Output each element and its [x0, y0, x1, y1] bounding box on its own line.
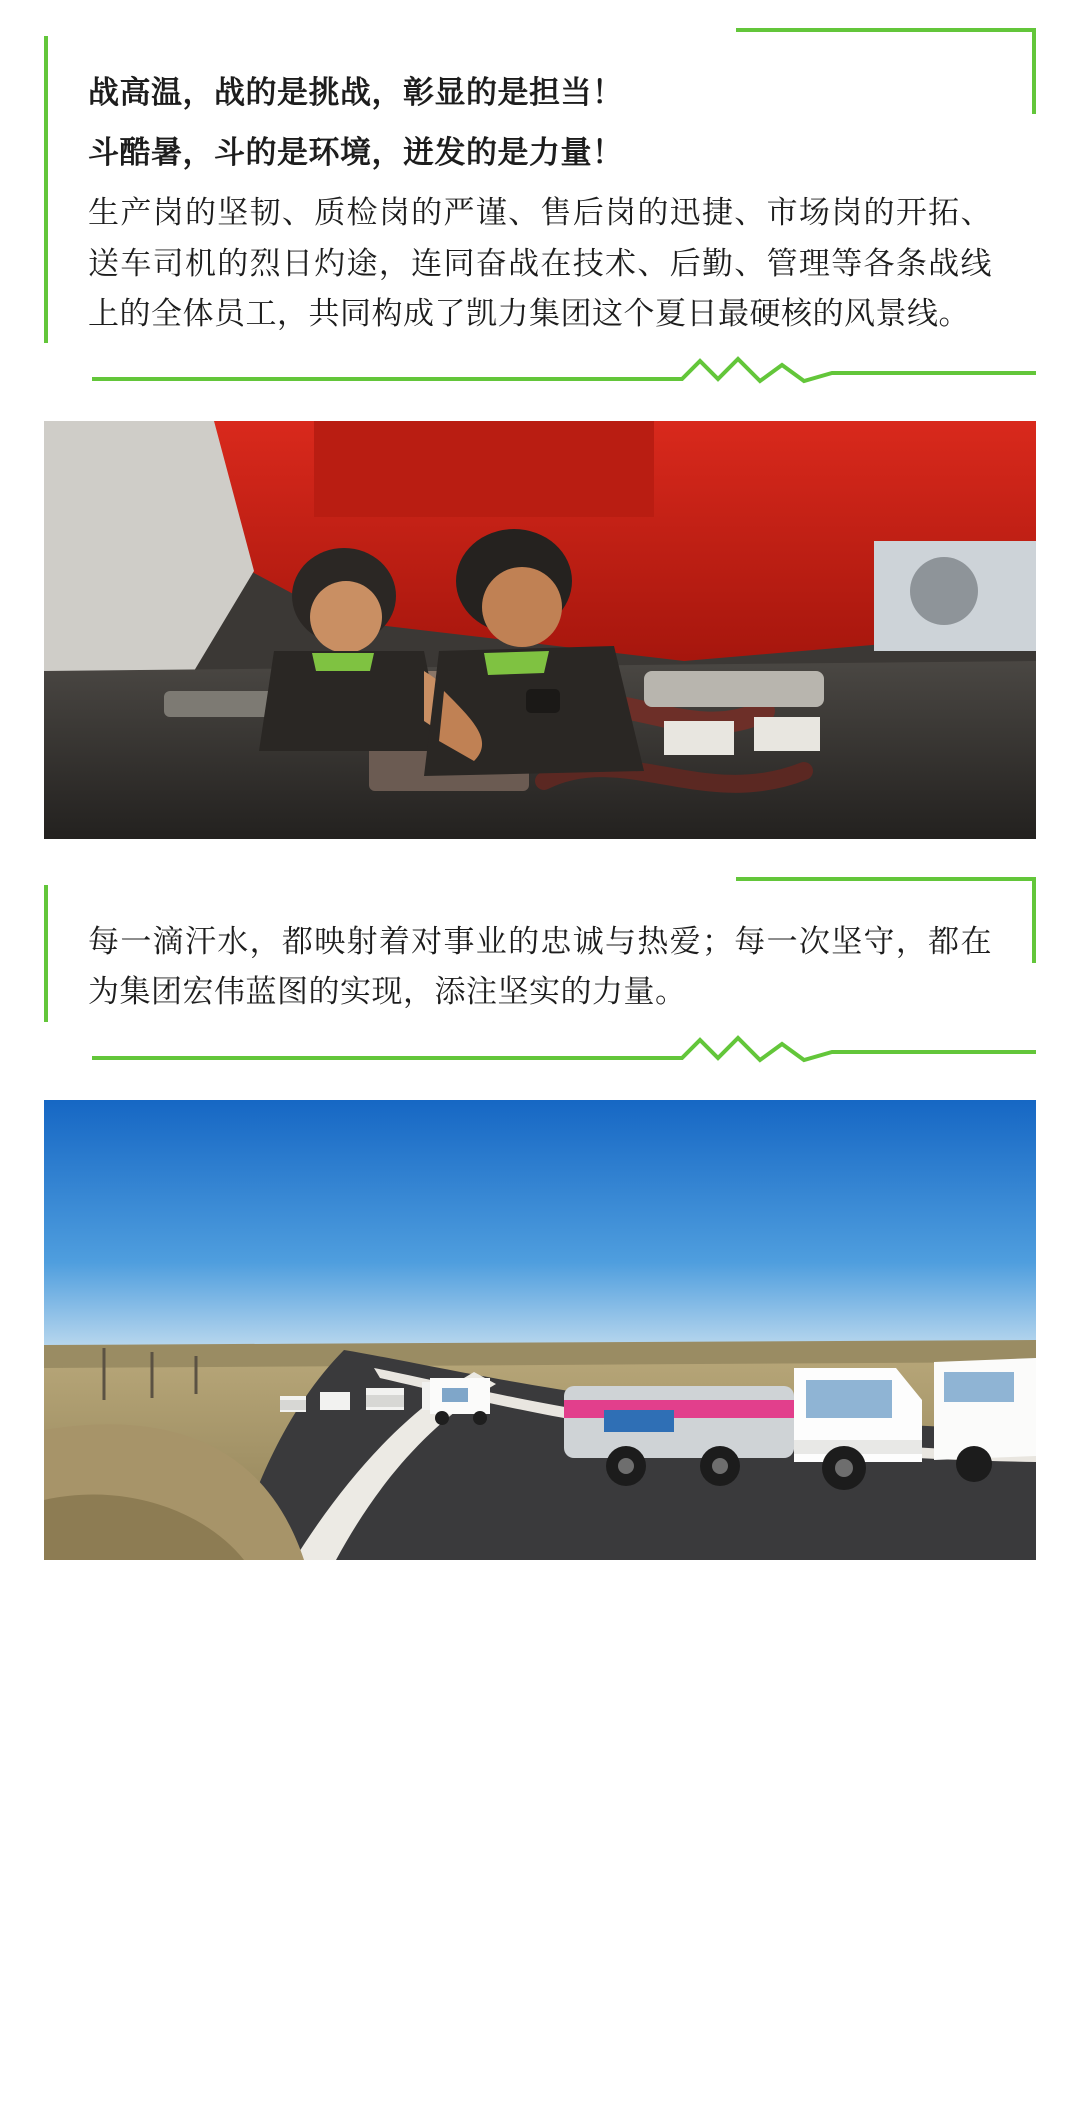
photo-truck-convoy: [44, 1100, 1036, 1560]
intro-headline-2: 斗酷暑，斗的是环境，迸发的是力量！: [88, 135, 624, 171]
photo-engine-maintenance: [44, 421, 1036, 839]
intro-body: 生产岗的坚韧、质检岗的严谨、售后岗的迅捷、市场岗的开拓、送车司机的烈日灼途，连同奋战在技术、后勤、管理等各条战线上的全体员工，共同构成了凯力集团这个夏日最硬核的风景线。: [88, 195, 992, 331]
text-card-intro: [44, 28, 1036, 385]
text-card-closing: [44, 877, 1036, 1063]
bottom-spacer: [44, 1560, 1036, 1564]
intro-headline-1: 战高温，战的是挑战，彰显的是担当！: [88, 75, 624, 110]
text-card-closing-content: [44, 877, 1036, 1063]
text-card-intro-content: [44, 28, 1036, 385]
closing-body: 每一滴汗水，都映射着对事业的忠诚与热爱；每一次坚守，都在为集团宏伟蓝图的实现，添注坚实的力量。: [88, 924, 992, 1010]
